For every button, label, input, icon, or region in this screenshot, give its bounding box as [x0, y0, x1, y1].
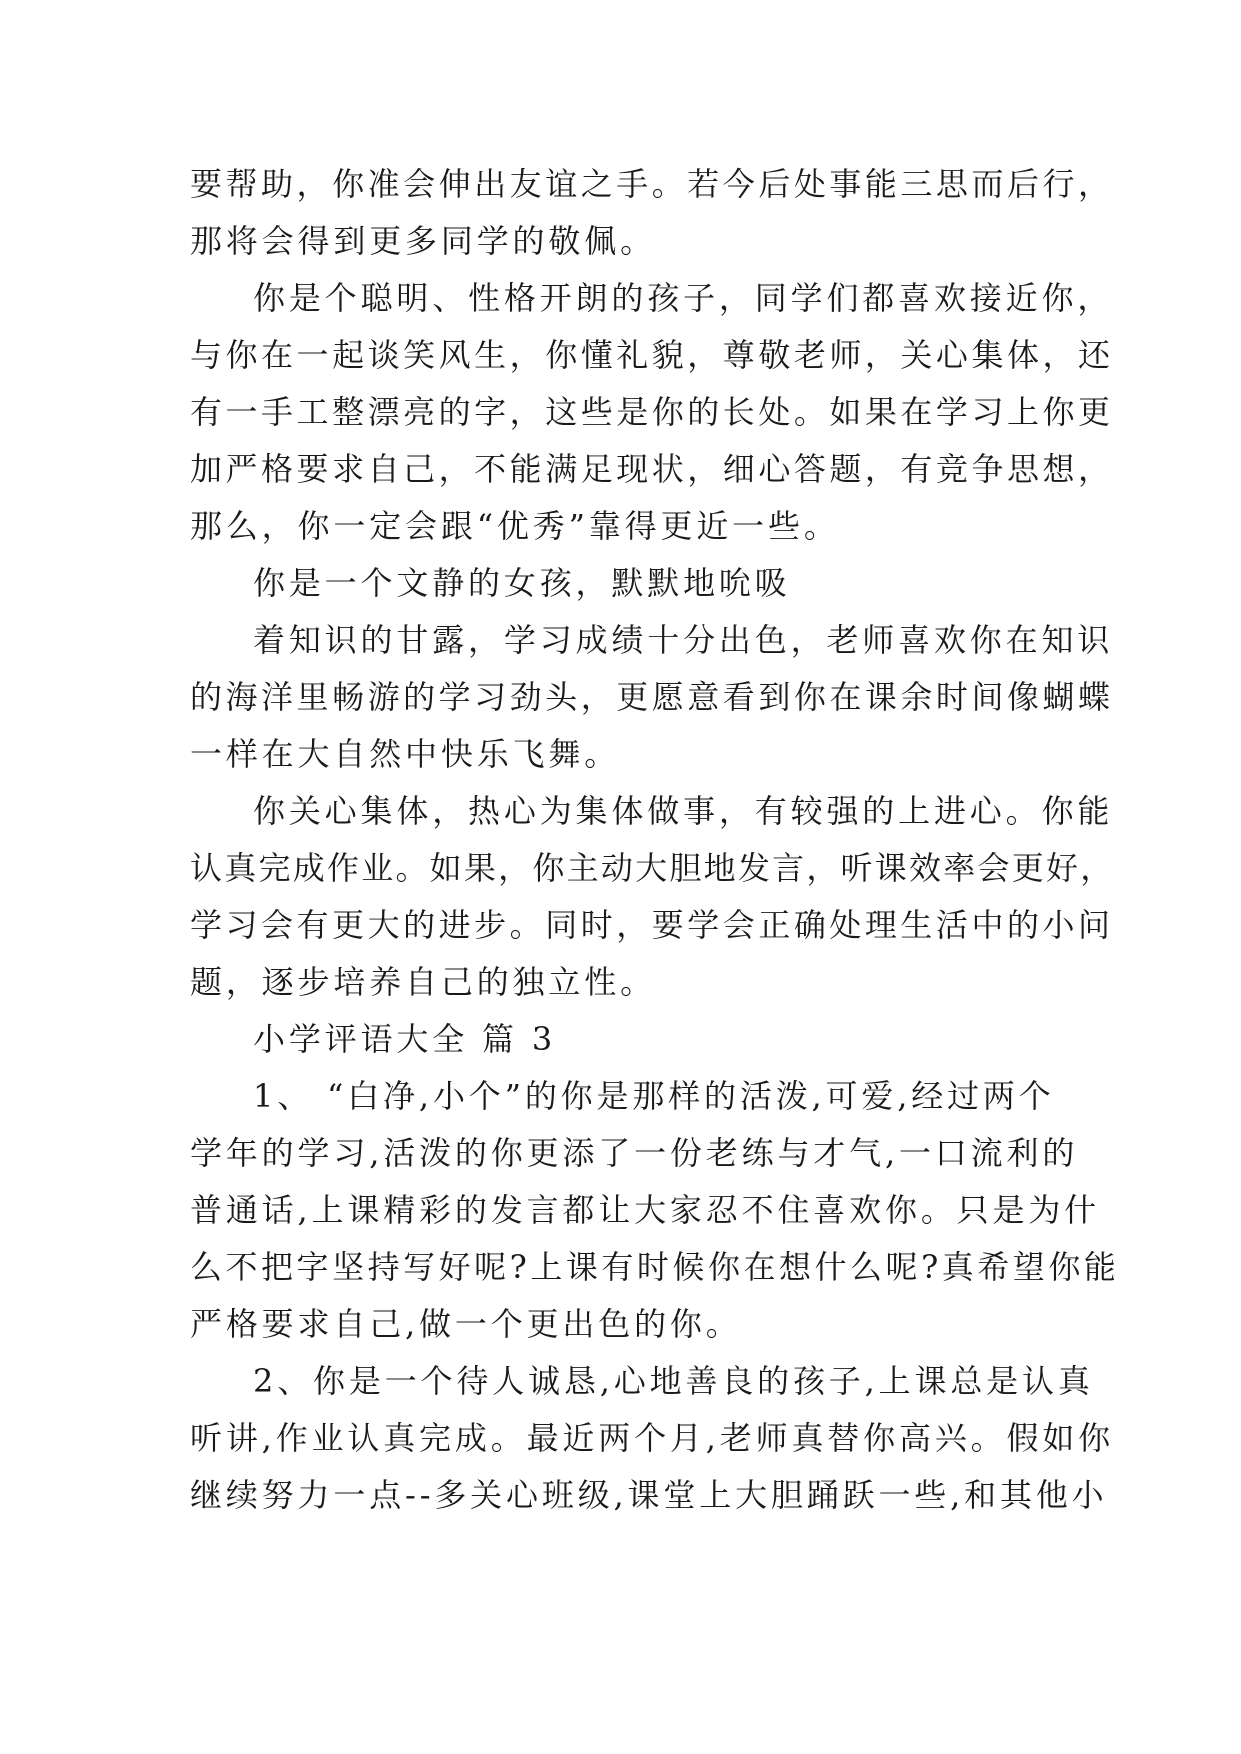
text-line: 一样在大自然中快乐飞舞。 — [190, 735, 621, 773]
text-line: 听讲,作业认真完成。最近两个月,老师真替你高兴。假如你 — [190, 1419, 1115, 1457]
paragraph-start-line: 你是个聪明、性格开朗的孩子，同学们都喜欢接近你， — [253, 279, 1114, 317]
text-line: 有一手工整漂亮的字，这些是你的长处。如果在学习上你更 — [190, 393, 1114, 431]
text-line: 要帮助，你准会伸出友谊之手。若今后处事能三思而后行， — [190, 165, 1114, 203]
section-heading: 小学评语大全 篇 3 — [253, 1020, 557, 1058]
text-line: 学年的学习,活泼的你更添了一份老练与才气,一口流利的 — [190, 1134, 1079, 1172]
text-line: 么不把字坚持写好呢?上课有时候你在想什么呢?真希望你能 — [190, 1248, 1120, 1286]
text-line: 继续努力一点--多关心班级,课堂上大胆踊跃一些,和其他小 — [190, 1476, 1108, 1514]
text-line: 与你在一起谈笑风生，你懂礼貌，尊敬老师，关心集体，还 — [190, 336, 1114, 374]
text-line: 那么，你一定会跟“优秀”靠得更近一些。 — [190, 507, 840, 545]
text-line: 的海洋里畅游的学习劲头，更愿意看到你在课余时间像蝴蝶 — [190, 678, 1114, 716]
text-line: 认真完成作业。如果，你主动大胆地发言，听课效率会更好， — [190, 849, 1115, 887]
paragraph-start-line: 你关心集体，热心为集体做事，有较强的上进心。你能 — [253, 792, 1114, 830]
paragraph-start-line: 1、 “白净,小个”的你是那样的活泼,可爱,经过两个 — [253, 1077, 1055, 1115]
text-line: 普通话,上课精彩的发言都让大家忍不住喜欢你。只是为什 — [190, 1191, 1101, 1229]
text-line: 题，逐步培养自己的独立性。 — [190, 963, 656, 1001]
paragraph-start-line: 你是一个文静的女孩，默默地吮吸 — [253, 564, 791, 602]
text-line: 严格要求自己,做一个更出色的你。 — [190, 1305, 742, 1343]
text-line: 着知识的甘露，学习成绩十分出色，老师喜欢你在知识 — [253, 621, 1114, 659]
paragraph-start-line: 2、你是一个待人诚恳,心地善良的孩子,上课总是认真 — [253, 1362, 1094, 1400]
text-line: 加严格要求自己，不能满足现状，细心答题，有竞争思想， — [190, 450, 1114, 488]
text-line: 那将会得到更多同学的敬佩。 — [190, 222, 656, 260]
text-line: 学习会有更大的进步。同时，要学会正确处理生活中的小问 — [190, 906, 1114, 944]
